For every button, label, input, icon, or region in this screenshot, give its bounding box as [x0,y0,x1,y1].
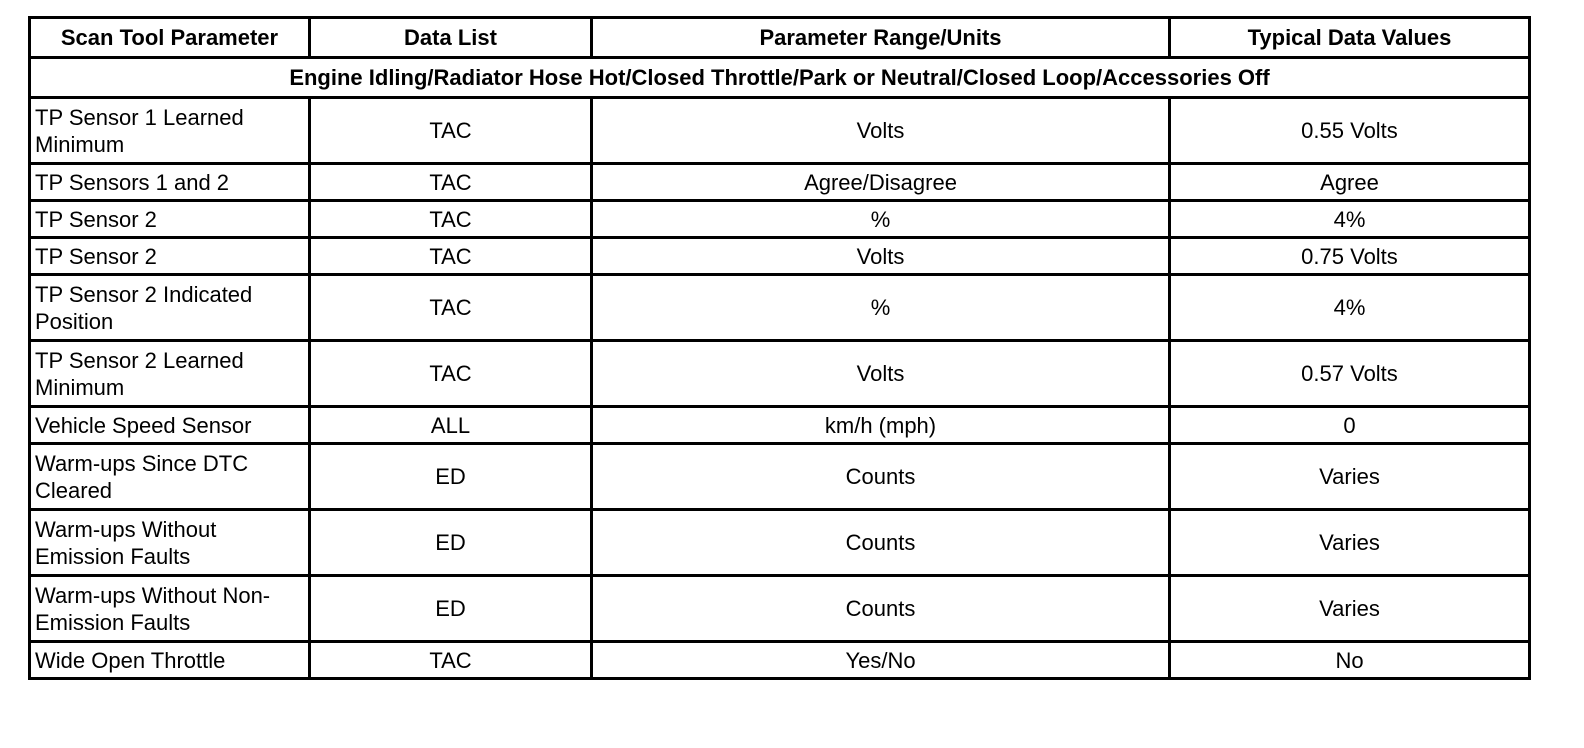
scan-tool-data-table [28,16,1531,680]
parameter-range-cell: Counts [592,510,1170,576]
parameter-line-2: Cleared [35,477,113,503]
scan-tool-parameter-cell [30,201,310,238]
scan-tool-parameter-cell [30,164,310,201]
typical-value-cell: 0.75 Volts [1170,238,1530,275]
scan-tool-parameter-cell [30,275,310,341]
header-scan-tool-parameter: Scan Tool Parameter [30,18,310,58]
scan-tool-parameter-cell [30,238,310,275]
parameter-range-cell: Volts [592,98,1170,164]
header-data-list: Data List [310,18,592,58]
table-row [30,275,1530,341]
parameter-range-cell: Counts [592,444,1170,510]
parameter-range-cell: Volts [592,341,1170,407]
typical-value-cell: 4% [1170,201,1530,238]
parameter-line-2: Emission Faults [35,543,191,569]
table-row [30,238,1530,275]
parameter-line-1: TP Sensor 2 [35,206,157,232]
data-list-cell: ED [310,510,592,576]
parameter-line-1: Warm-ups Without [35,516,217,542]
table-row [30,510,1530,576]
parameter-line-1: TP Sensor 1 Learned [35,104,244,130]
typical-value-cell: No [1170,642,1530,679]
table-row [30,444,1530,510]
parameter-line-2: Minimum [35,131,125,157]
parameter-line-1: TP Sensors 1 and 2 [35,169,230,195]
scan-tool-parameter-cell [30,642,310,679]
parameter-range-cell: km/h (mph) [592,407,1170,444]
condition-row [30,58,1530,98]
parameter-line-1: Warm-ups Since DTC [35,450,249,476]
parameter-line-1: Vehicle Speed Sensor [35,412,252,438]
data-list-cell: TAC [310,98,592,164]
data-list-cell: ED [310,576,592,642]
typical-value-cell: 0 [1170,407,1530,444]
data-list-cell: ALL [310,407,592,444]
data-list-cell: ED [310,444,592,510]
data-list-cell: TAC [310,275,592,341]
table-row [30,98,1530,164]
data-list-cell: TAC [310,238,592,275]
scan-tool-parameter-cell [30,444,310,510]
parameter-line-2: Minimum [35,374,125,400]
data-list-cell: TAC [310,201,592,238]
table-row [30,164,1530,201]
scan-tool-parameter-cell [30,341,310,407]
parameter-range-cell: % [592,275,1170,341]
parameter-line-1: Warm-ups Without Non- [35,582,271,608]
typical-value-cell: Varies [1170,576,1530,642]
parameter-line-2: Emission Faults [35,609,191,635]
parameter-range-cell: Yes/No [592,642,1170,679]
operating-condition: Engine Idling/Radiator Hose Hot/Closed Throttle/Park or Neutral/Closed Loop/Accessories Off [30,58,1530,98]
typical-value-cell: 0.57 Volts [1170,341,1530,407]
scan-tool-parameter-cell [30,98,310,164]
table-row [30,407,1530,444]
table-row [30,642,1530,679]
parameter-range-cell: Volts [592,238,1170,275]
typical-value-cell: 4% [1170,275,1530,341]
typical-value-cell: Agree [1170,164,1530,201]
header-row [30,18,1530,58]
scan-tool-parameter-cell [30,576,310,642]
parameter-line-1: TP Sensor 2 Indicated [35,281,253,307]
scan-tool-data-table-container [28,16,1528,680]
typical-value-cell: Varies [1170,444,1530,510]
header-typical-data-values: Typical Data Values [1170,18,1530,58]
table-row [30,201,1530,238]
header-parameter-range-units: Parameter Range/Units [592,18,1170,58]
table-row [30,576,1530,642]
parameter-line-1: TP Sensor 2 [35,243,157,269]
parameter-line-1: Wide Open Throttle [35,647,226,673]
parameter-range-cell: % [592,201,1170,238]
data-list-cell: TAC [310,642,592,679]
scan-tool-parameter-cell [30,510,310,576]
parameter-range-cell: Counts [592,576,1170,642]
parameter-range-cell: Agree/Disagree [592,164,1170,201]
scan-tool-parameter-cell [30,407,310,444]
table-row [30,341,1530,407]
data-list-cell: TAC [310,341,592,407]
typical-value-cell: Varies [1170,510,1530,576]
parameter-line-1: TP Sensor 2 Learned [35,347,244,373]
parameter-line-2: Position [35,308,114,334]
data-list-cell: TAC [310,164,592,201]
typical-value-cell: 0.55 Volts [1170,98,1530,164]
